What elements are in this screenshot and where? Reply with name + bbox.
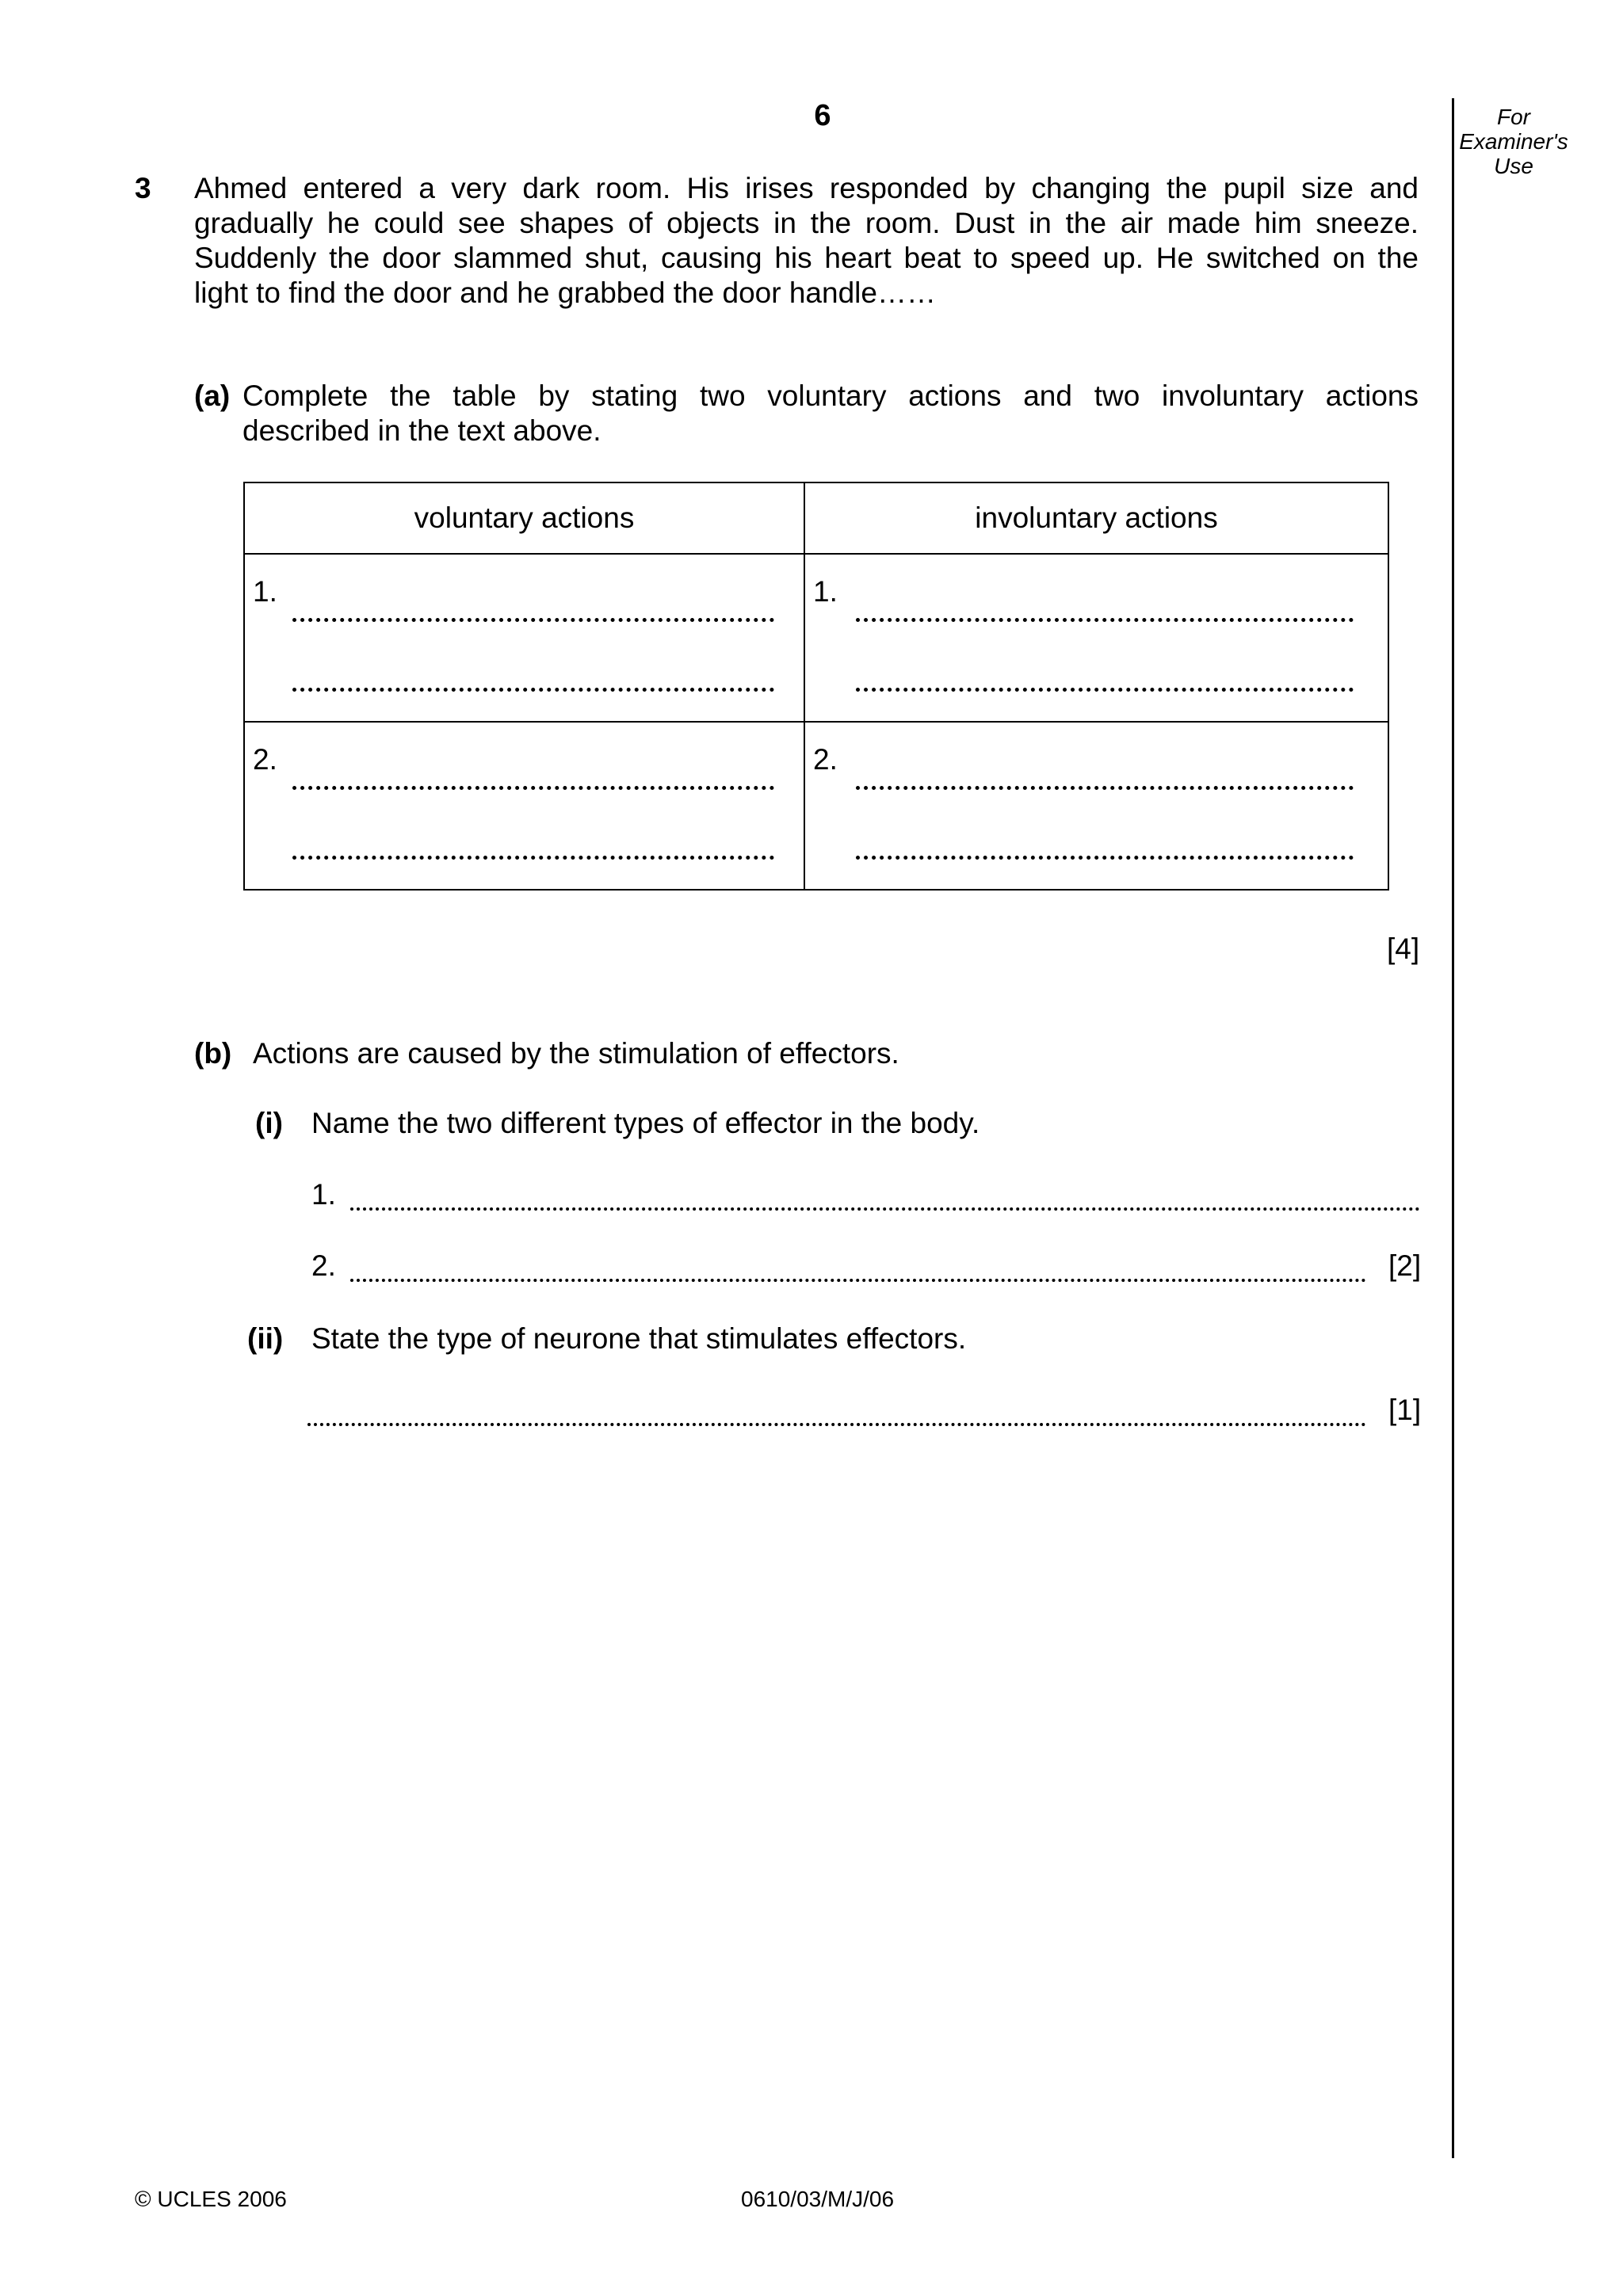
footer-copyright: © UCLES 2006 — [135, 2187, 287, 2211]
part-b-i-text: Name the two different types of effector in the body. — [311, 1107, 980, 1139]
part-b-ii-text: State the type of neurone that stimulates effectors. — [311, 1322, 967, 1355]
part-b-ii-label: (ii) — [247, 1322, 284, 1355]
row-number: 2. — [253, 743, 277, 776]
footer-code: 0610/03/M/J/06 — [741, 2187, 895, 2211]
part-b-ii-marks: [1] — [1388, 1394, 1422, 1426]
answer-line[interactable] — [856, 688, 1354, 692]
row-number: 1. — [813, 575, 838, 608]
examiner-label-line: Examiner's — [1459, 129, 1568, 154]
answer-line[interactable] — [856, 856, 1354, 860]
part-a-instruction — [242, 379, 1419, 448]
examiner-label-line: Use — [1494, 154, 1533, 178]
examiner-label-line: For — [1497, 105, 1530, 129]
row-number: 1. — [253, 575, 277, 608]
voluntary-answer-cell-1[interactable] — [244, 554, 804, 722]
actions-table — [243, 482, 1389, 891]
stem-line: Suddenly the door slammed shut, causing his heart beat to speed up. He switched on the — [194, 242, 1419, 274]
part-b-i-label: (i) — [255, 1107, 283, 1139]
row-number: 2. — [813, 743, 838, 776]
answer-number: 2. — [311, 1249, 336, 1282]
answer-line[interactable] — [292, 786, 774, 790]
stem-line: Ahmed entered a very dark room. His irises responded by changing the pupil size and — [194, 172, 1419, 204]
part-b-i-marks: [2] — [1388, 1249, 1422, 1282]
answer-line[interactable] — [856, 618, 1354, 622]
answer-line-neurone[interactable] — [307, 1423, 1366, 1426]
involuntary-answer-cell-1[interactable] — [804, 554, 1388, 722]
header-voluntary: voluntary actions — [244, 482, 804, 554]
header-involuntary: involuntary actions — [804, 482, 1388, 554]
involuntary-answer-cell-2[interactable] — [804, 722, 1388, 890]
examiner-use-label — [1442, 105, 1585, 178]
answer-line-effector-2[interactable] — [350, 1279, 1366, 1282]
part-a-marks: [4] — [1387, 933, 1420, 965]
answer-line[interactable] — [856, 786, 1354, 790]
question-stem — [194, 171, 1419, 311]
answer-line-effector-1[interactable] — [350, 1207, 1420, 1211]
answer-line[interactable] — [292, 856, 774, 860]
stem-line: gradually he could see shapes of objects in the room. Dust in the air made him sneeze. — [194, 207, 1419, 239]
part-b-label: (b) — [194, 1037, 232, 1070]
part-b-text: Actions are caused by the stimulation of effectors. — [253, 1037, 899, 1070]
examiner-margin-rule — [1452, 98, 1454, 2158]
stem-line: light to find the door and he grabbed the door handle…… — [194, 277, 936, 309]
part-a-label: (a) — [194, 379, 231, 412]
instruction-line: described in the text above. — [242, 414, 601, 447]
instruction-line: Complete the table by stating two voluntary actions and two involuntary actions — [242, 379, 1419, 412]
voluntary-answer-cell-2[interactable] — [244, 722, 804, 890]
answer-number: 1. — [311, 1178, 336, 1211]
answer-line[interactable] — [292, 618, 774, 622]
answer-line[interactable] — [292, 688, 774, 692]
page-number: 6 — [814, 99, 831, 132]
question-number: 3 — [135, 172, 151, 204]
